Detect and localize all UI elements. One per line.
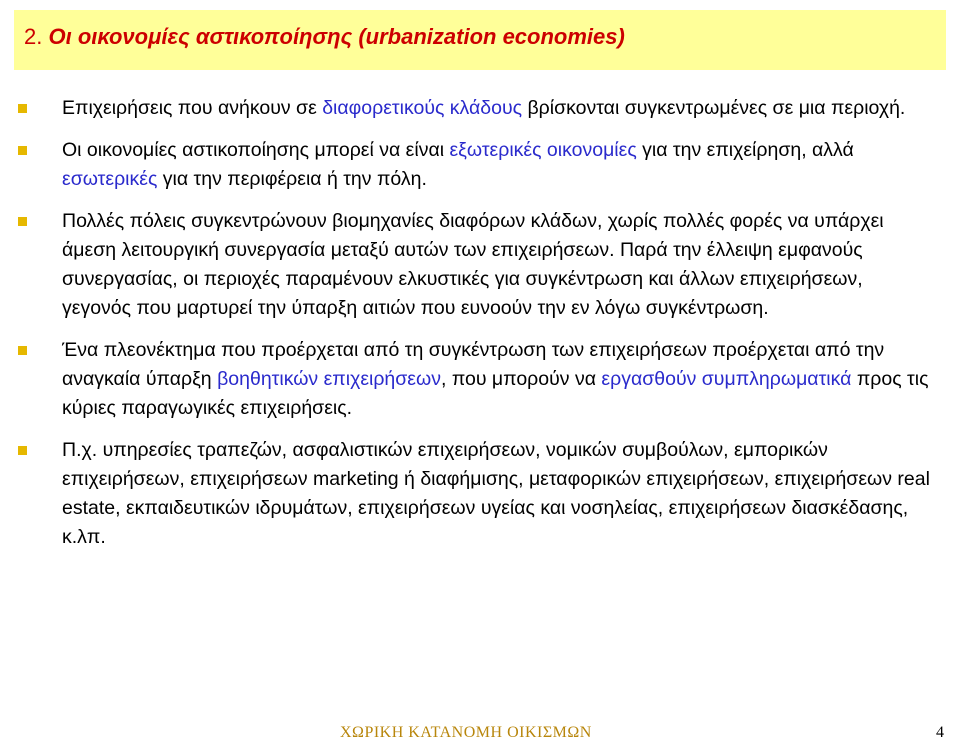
bullet-text-segment: , που μπορούν να [440, 368, 602, 390]
bullet-text-segment: για την περιφέρεια ή την πόλη. [157, 168, 427, 190]
highlighted-term: εργασθούν συμπληρωματικά [601, 368, 852, 390]
bullet-item [62, 207, 930, 323]
bullet-item [62, 136, 930, 194]
square-bullet-icon [18, 346, 27, 355]
bullet-text-segment: βρίσκονται συγκεντρωμένες σε μια περιοχή. [522, 97, 906, 119]
bullet-text-segment: Πολλές πόλεις συγκεντρώνουν βιομηχανίες διαφόρων κλάδων, χωρίς πολλές φορές να υπάρχει άμεση λειτουργική συνεργασία μεταξύ αυτών των επιχειρήσεων. Παρά την έλλειψη εμφανούς συνεργασίας, οι περιοχές παραμένουν ελκυστικές για συγκέντρωση και άλλων επιχειρήσεων, γεγονός που μαρτυρεί την ύπαρξη αιτιών που ευνοούν την εν λόγω συγκέντρωση. [62, 210, 884, 319]
bullet-text-segment: Επιχειρήσεις που ανήκουν σε [62, 97, 323, 119]
highlighted-term: εξωτερικές οικονομίες [449, 139, 637, 161]
bullet-text-segment: Οι οικονομίες αστικοποίησης μπορεί να είναι [62, 139, 450, 161]
bullet-item [62, 336, 930, 423]
highlighted-term: εσωτερικές [62, 168, 158, 190]
square-bullet-icon [18, 104, 27, 113]
bullet-list [62, 94, 930, 565]
bullet-text-segment: για την επιχείρηση, αλλά [636, 139, 854, 161]
bullet-item [62, 94, 930, 123]
title-text: Οι οικονομίες αστικοποίησης (urbanization economies) [48, 24, 625, 49]
square-bullet-icon [18, 146, 27, 155]
page-number: 4 [936, 724, 944, 741]
bullet-text-segment: Π.χ. υπηρεσίες τραπεζών, ασφαλιστικών επιχειρήσεων, νομικών συμβούλων, εμπορικών επιχειρήσεων, επιχειρήσεων marketing ή διαφήμισης, μεταφορικών επιχειρήσεων, επιχειρήσεων real estate, εκπαιδευτικών ιδρυμάτων, επιχειρήσεων υγείας και νοσηλείας, επιχειρήσεων διασκέδασης, κ.λπ. [62, 439, 930, 548]
bullet-text-segment: Ένα πλεονέκτημα που προέρχεται από τη συγκέντρωση των επιχειρήσεων προέρχεται από την αναγκαία ύπαρξη [62, 339, 885, 390]
highlighted-term: διαφορετικούς κλάδους [322, 97, 523, 119]
slide-title [24, 24, 625, 50]
title-number: 2. [24, 24, 43, 49]
bullet-item [62, 436, 930, 552]
square-bullet-icon [18, 446, 27, 455]
highlighted-term: βοηθητικών επιχειρήσεων [217, 368, 441, 390]
square-bullet-icon [18, 217, 27, 226]
footer-title: ΧΩΡΙΚΗ ΚΑΤΑΝΟΜΗ ΟΙΚΙΣΜΩΝ [340, 724, 592, 741]
bullet-text-segment: προς τις κύριες παραγωγικές επιχειρήσεις. [62, 368, 929, 419]
